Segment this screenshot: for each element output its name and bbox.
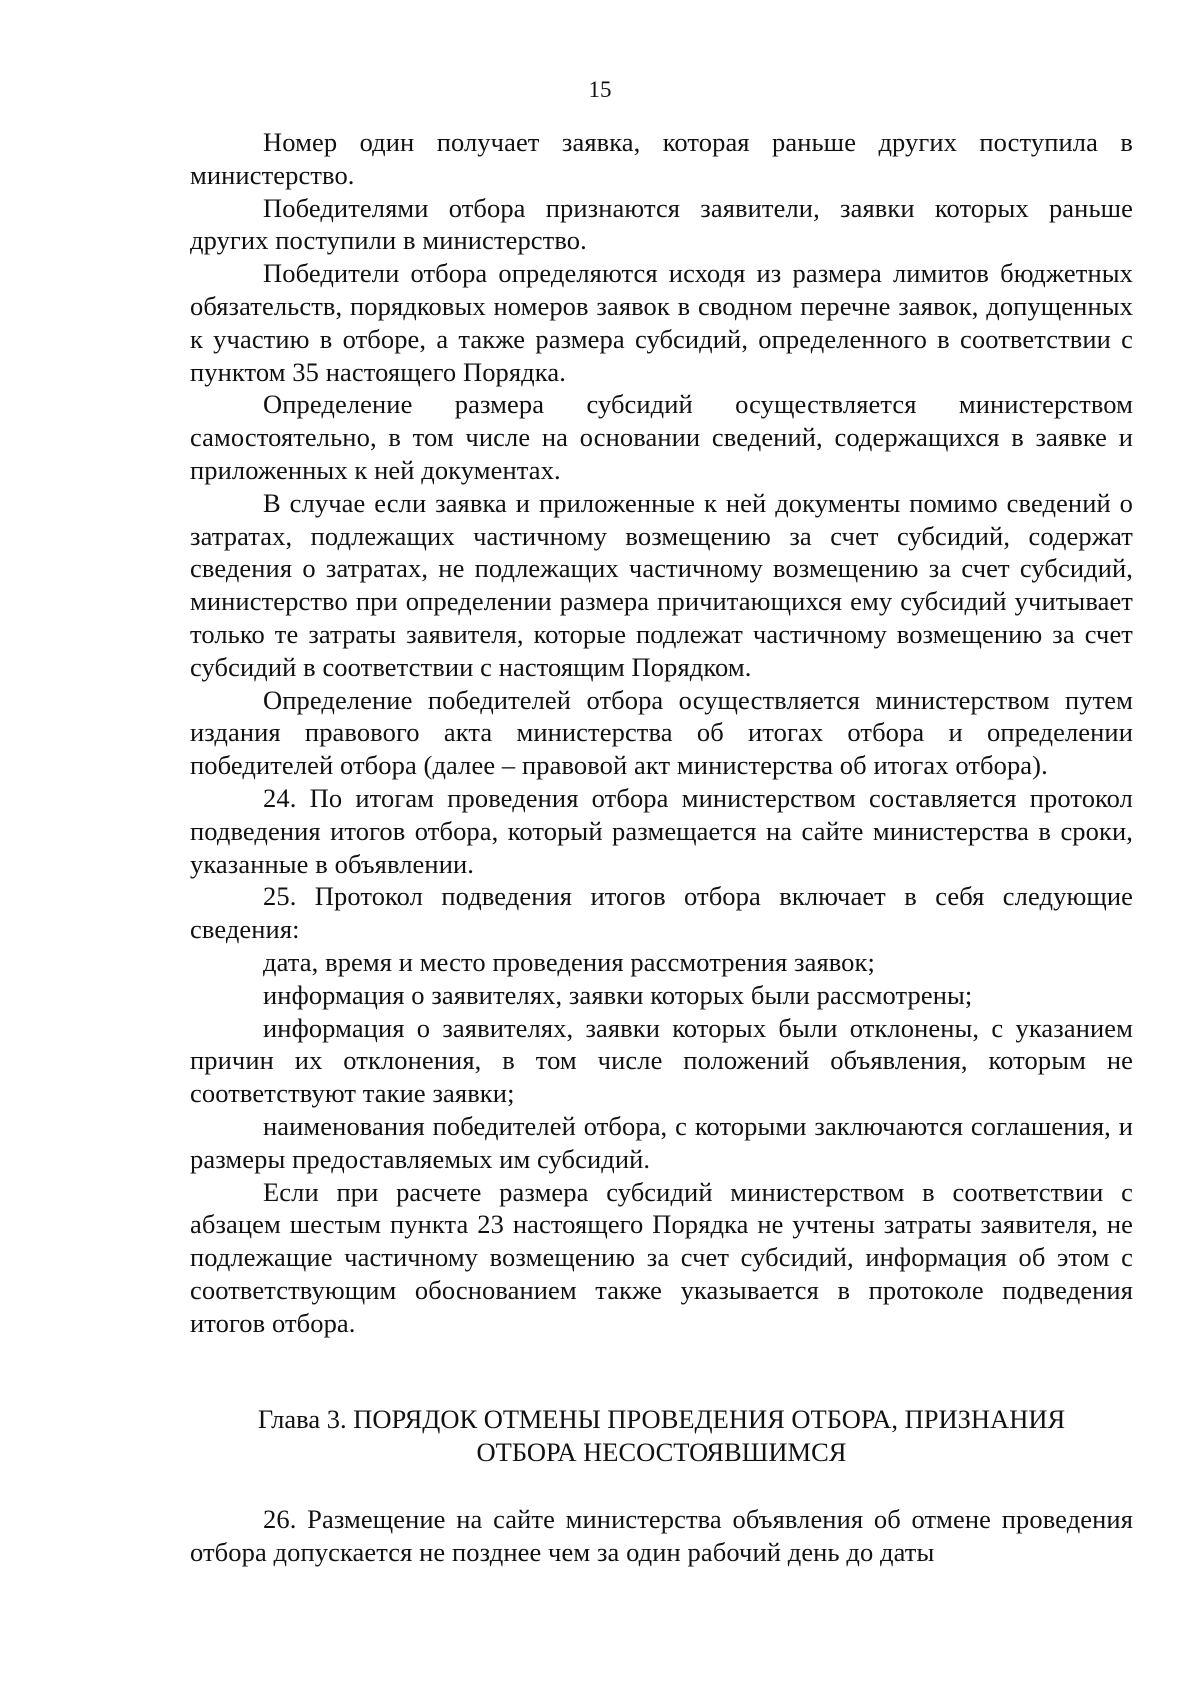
paragraph: Номер один получает заявка, которая раньше других поступила в министерство. [190, 127, 1133, 190]
protocol-list-item: наименования победителей отбора, с которыми заключаются соглашения, и размеры предоставляемых им субсидий. [190, 1110, 1133, 1174]
page-number: 15 [588, 77, 612, 102]
chapter-body-text [190, 1503, 1133, 1569]
paragraph: Определение размера субсидий осуществляется министерством самостоятельно, в том числе на основании сведений, содержащихся в заявке и приложенных к ней документах. [190, 389, 1133, 485]
chapter-heading-line: ОТБОРА НЕСОСТОЯВШИМСЯ [476, 1437, 847, 1467]
body-text [190, 126, 1133, 1339]
paragraph: В случае если заявка и приложенные к ней документы помимо сведений о затратах, подлежащих частичному возмещению за счет субсидий, содержат сведения о затратах, не подлежащих частичному возмещению за счет субсидий, министерство при определении размера причитающихся ему субсидий учитывает только те затраты заявителя, которые подлежат частичному возмещению за счет субсидий в соответствии с настоящим Порядком. [190, 487, 1133, 682]
protocol-list-item: информация о заявителях, заявки которых были отклонены, с указанием причин их отклонения, в том числе положений объявления, которым не соответствуют такие заявки; [190, 1012, 1133, 1109]
paragraph-item-24: 24. По итогам проведения отбора министерством составляется протокол подведения итогов отбора, который размещается на сайте министерства в сроки, указанные в объявлении. [190, 782, 1133, 879]
protocol-list-item: дата, время и место проведения рассмотрения заявок; [263, 946, 875, 977]
paragraph: Победители отбора определяются исходя из размера лимитов бюджетных обязательств, порядковых номеров заявок в сводном перечне заявок, допущенных к участию в отборе, а также размера субсидий, определенного в соответствии с пунктом 35 настоящего Порядка. [190, 258, 1133, 387]
protocol-list-item: информация о заявителях, заявки которых были рассмотрены; [263, 979, 973, 1010]
paragraph: Если при расчете размера субсидий министерством в соответствии с абзацем шестым пункта 23 настоящего Порядка не учтены затраты заявителя, не подлежащие частичному возмещению за счет субсидий, информация об этом с соответствующим обоснованием также указывается в протоколе подведения итогов отбора. [190, 1176, 1133, 1338]
chapter-heading [190, 1403, 1133, 1469]
paragraph: Определение победителей отбора осуществляется министерством путем издания правового акта министерства об итогах отбора и определении победителей отбора (далее – правовой акт министерства об итогах отбора). [190, 684, 1133, 781]
paragraph-item-26: 26. Размещение на сайте министерства объявления об отмене проведения отбора допускается не позднее чем за один рабочий день до даты [190, 1504, 1133, 1567]
paragraph: Победителями отбора признаются заявители, заявки которых раньше других поступили в министерство. [190, 192, 1133, 256]
paragraph-item-25: 25. Протокол подведения итогов отбора включает в себя следующие сведения: [190, 881, 1133, 945]
chapter-heading-line: Глава 3. ПОРЯДОК ОТМЕНЫ ПРОВЕДЕНИЯ ОТБОРА, ПРИЗНАНИЯ [257, 1404, 1066, 1434]
